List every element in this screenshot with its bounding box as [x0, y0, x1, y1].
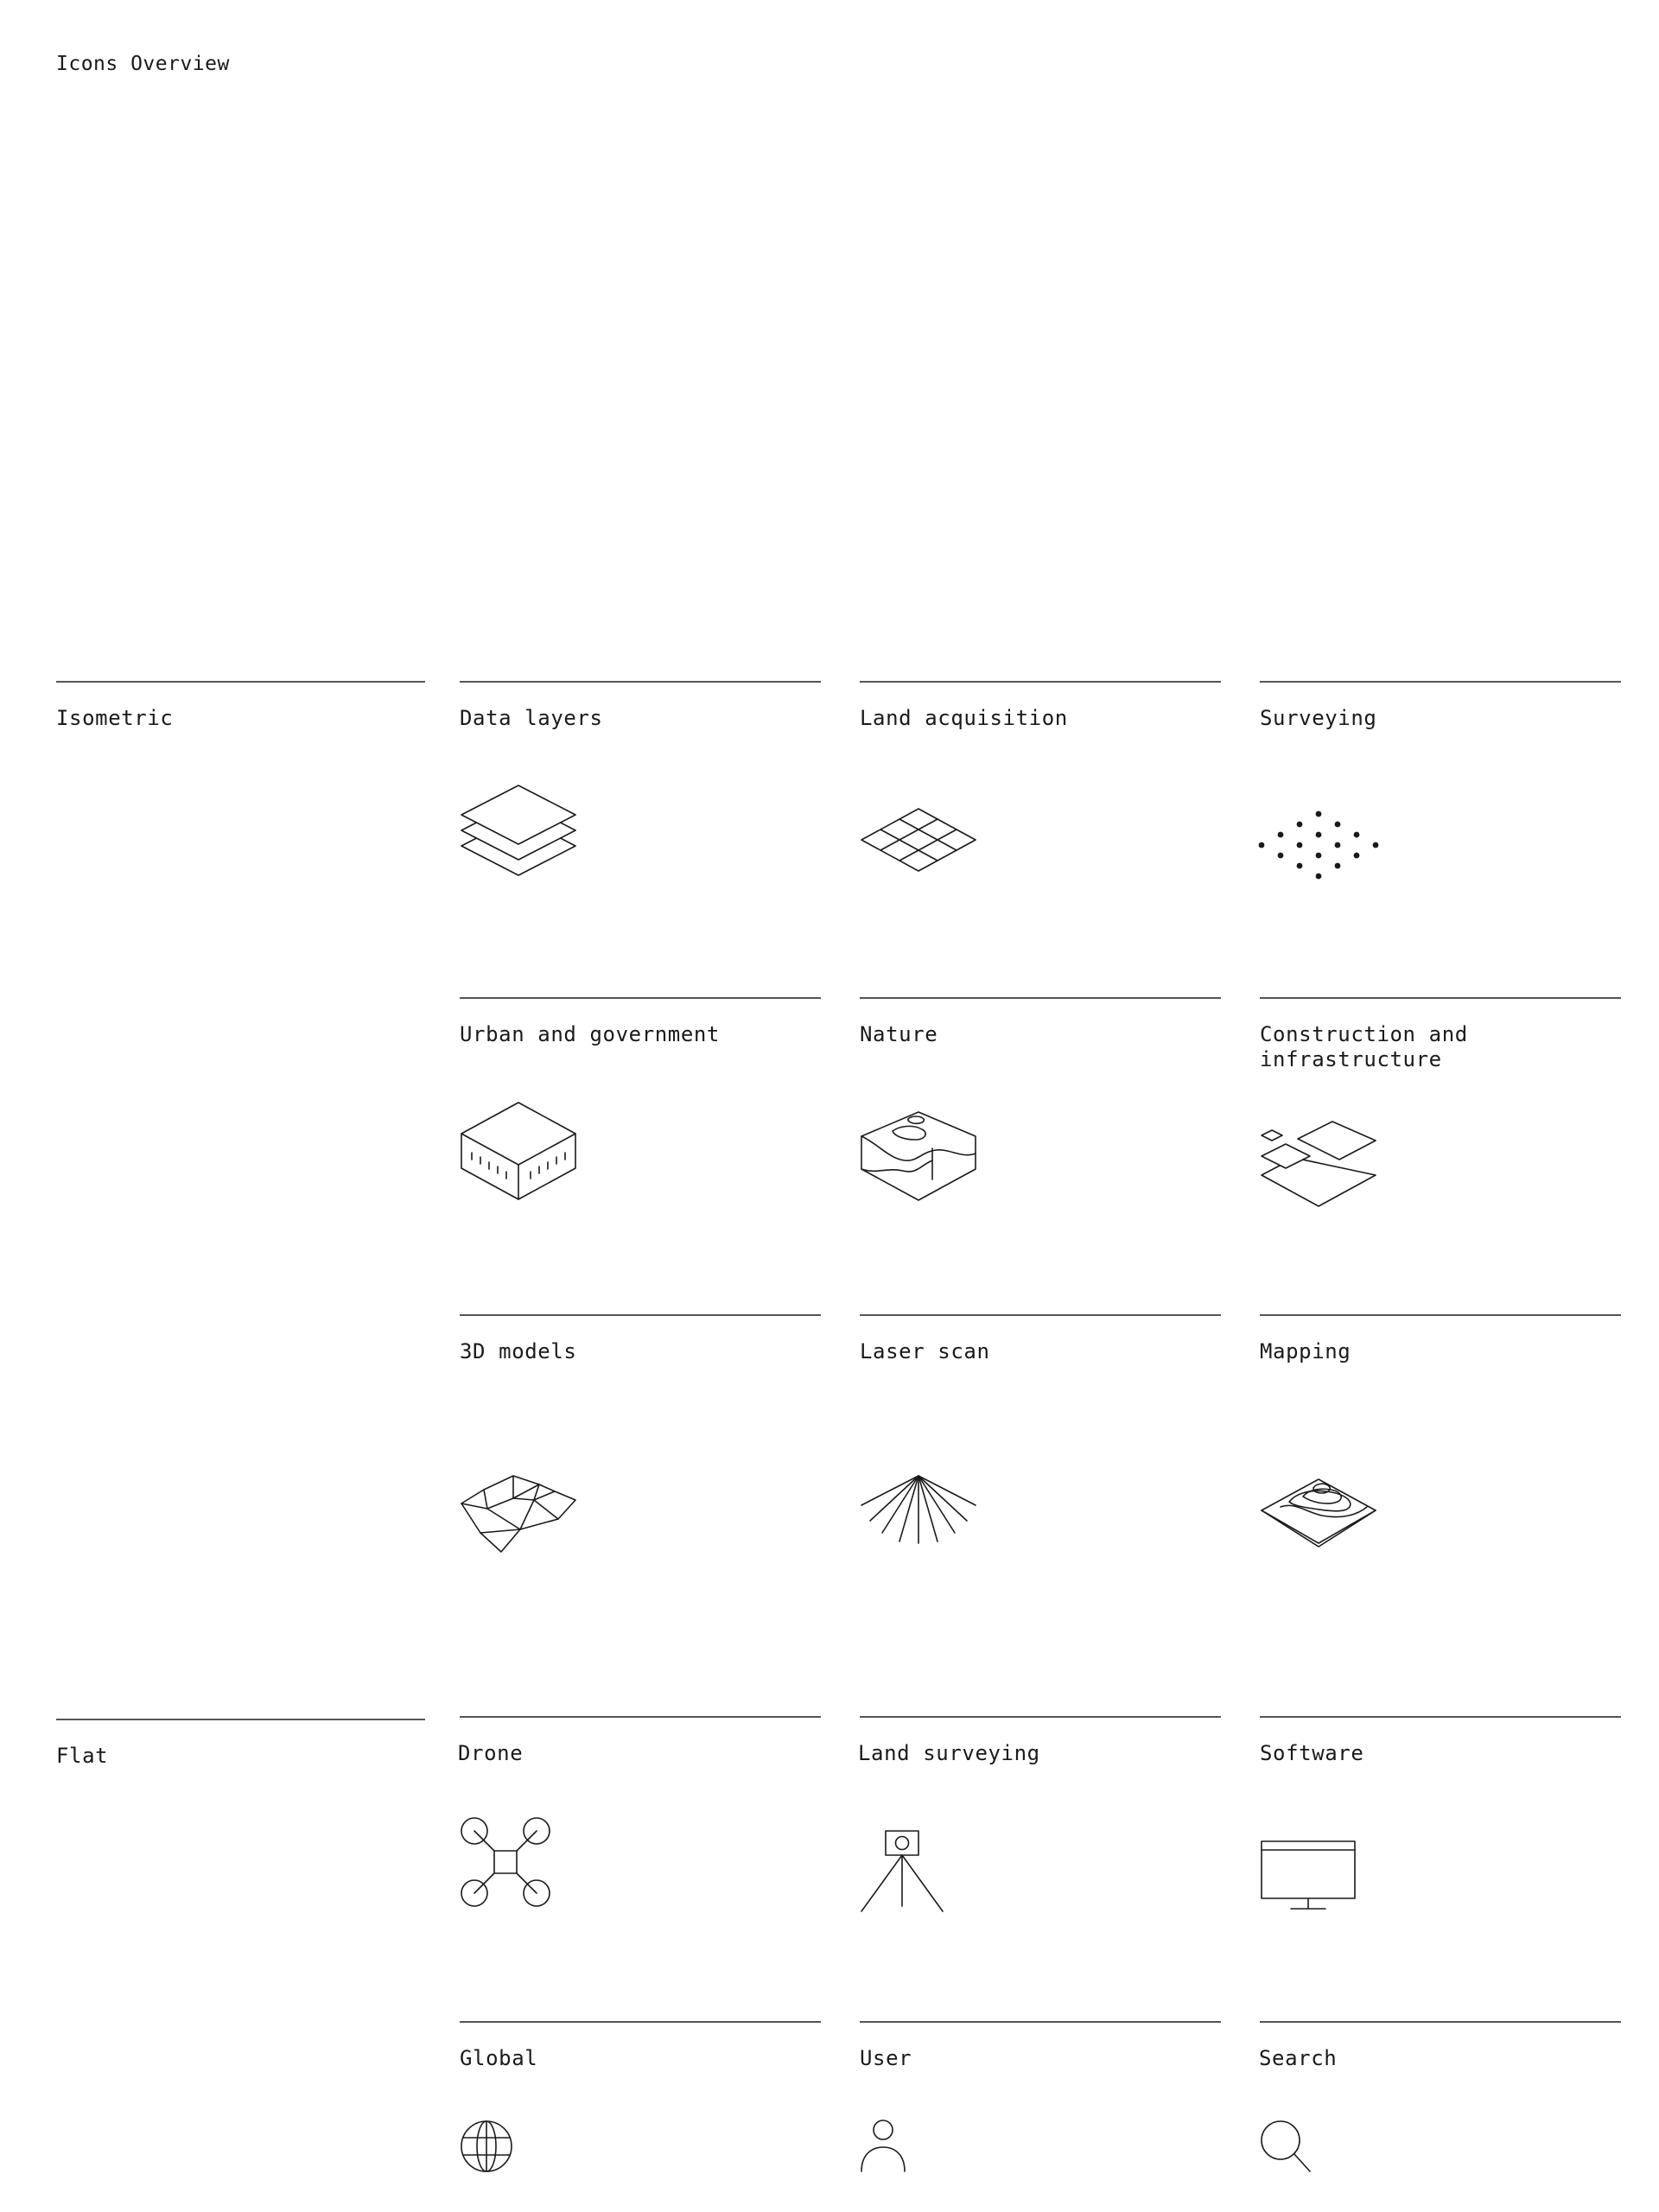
urban-government-icon	[460, 1099, 577, 1203]
icon-label-land-surveying: Land surveying	[858, 1741, 1040, 1765]
nature-icon	[860, 1110, 977, 1204]
section-label-isometric: Isometric	[56, 706, 174, 730]
divider-mapping	[1260, 1314, 1621, 1316]
icon-label-3d-models: 3D models	[460, 1339, 577, 1363]
laser-scan-icon	[860, 1474, 977, 1545]
drone-icon	[460, 1816, 551, 1908]
divider-user	[860, 2021, 1221, 2023]
icon-label-drone: Drone	[458, 1741, 524, 1765]
surveying-icon	[1258, 810, 1379, 881]
icon-label-laser-scan: Laser scan	[860, 1339, 990, 1363]
divider-data-layers	[460, 681, 821, 683]
icon-label-search: Search	[1259, 2046, 1338, 2070]
divider-laser-scan	[860, 1314, 1221, 1316]
software-icon	[1260, 1840, 1357, 1912]
mapping-icon	[1260, 1478, 1377, 1547]
page-title: Icons Overview	[56, 53, 230, 75]
icon-label-urban-government: Urban and government	[460, 1022, 720, 1046]
divider-global	[460, 2021, 821, 2023]
icon-label-nature: Nature	[860, 1022, 938, 1046]
section-divider-flat	[56, 1719, 425, 1720]
land-acquisition-icon	[860, 805, 977, 874]
icon-label-land-acquisition: Land acquisition	[860, 706, 1068, 730]
divider-software	[1260, 1716, 1621, 1718]
land-surveying-icon	[860, 1828, 946, 1915]
divider-land-acquisition	[860, 681, 1221, 683]
divider-drone	[460, 1716, 821, 1718]
divider-3d-models	[460, 1314, 821, 1316]
icon-label-software: Software	[1260, 1741, 1364, 1765]
data-layers-icon	[460, 782, 577, 886]
divider-surveying	[1260, 681, 1621, 683]
user-icon	[860, 2120, 906, 2173]
icon-label-global: Global	[460, 2046, 538, 2070]
icon-label-construction-infrastructure: Construction and infrastructure	[1260, 1022, 1468, 1071]
divider-nature	[860, 997, 1221, 999]
global-icon	[460, 2120, 513, 2173]
icon-label-mapping: Mapping	[1260, 1339, 1351, 1363]
divider-construction-infrastructure	[1260, 997, 1621, 999]
construction-infrastructure-icon	[1260, 1125, 1377, 1211]
icon-label-data-layers: Data layers	[460, 706, 603, 730]
divider-search	[1260, 2021, 1621, 2023]
section-label-flat: Flat	[56, 1744, 109, 1768]
icon-label-user: User	[860, 2046, 912, 2070]
divider-urban-government	[460, 997, 821, 999]
divider-land-surveying	[860, 1716, 1221, 1718]
3d-models-icon	[460, 1472, 577, 1554]
section-divider-isometric	[56, 681, 425, 683]
search-icon	[1260, 2120, 1312, 2173]
icon-label-surveying: Surveying	[1260, 706, 1377, 730]
